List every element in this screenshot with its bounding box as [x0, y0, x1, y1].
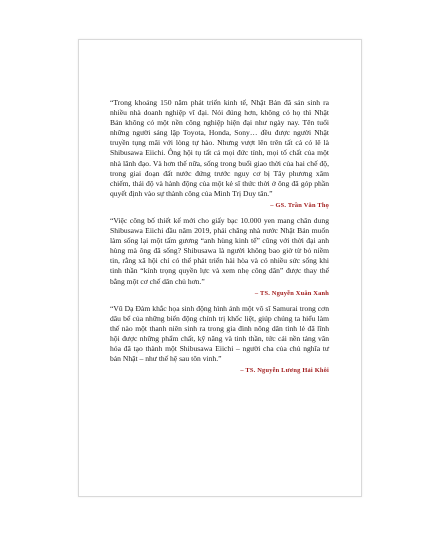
quote-text: “Trong khoảng 150 năm phát triển kinh tế, Nhật Bản đã sản sinh ra nhiều nhà doanh nghiệp vĩ đại. Nói đúng hơn, không có họ thì Nhật Bản không có một nền công nghiệp hiện đại như ngày nay. Tên tuổi những người sáng lập Toyota, Honda, Sony… đều được người Nhật truyền tụng mãi với lòng tự hào. Nhưng vượt lên trên tất cả có lẽ là Shibusawa Eiichi. Ông hội tụ tất cả mọi đức tính, mọi tố chất của một nhà lãnh đạo. Và hơn thế nữa, sống trong buổi giao thời của hai chế độ, trong giai đoạn đất nước đứng trước nguy cơ bị Tây phương xâm chiếm, thái độ và hành động của một kẻ sĩ thức thời ở ông đã góp phần quyết định vào sự thành công của Minh Trị Duy tân.”: [110, 98, 329, 198]
quote-author: – TS. Nguyễn Xuân Xanh: [254, 289, 329, 297]
quote-text: “Vũ Dạ Đàm khắc họa sinh động hình ảnh một võ sĩ Samurai trong cơn dâu bể của những biến động chính trị khốc liệt, giúp chúng ta hiểu làm thế nào một thanh niên sinh ra trong gia đình nông dân tỉnh lẻ đã lĩnh hội được những phẩm chất, kỹ năng và tinh thần, tức cái nền tảng văn hóa đã tạo thành một Shibusawa Eiichi – người cha của chủ nghĩa tư bản Nhật – như thế hệ sau tôn vinh.”: [110, 303, 329, 364]
quote-block: [110, 216, 329, 297]
quotes-section: [110, 98, 329, 374]
quote-block: [110, 304, 329, 375]
quote-text: “Việc công bố thiết kế mới cho giấy bạc 10.000 yen mang chân dung Shibusawa Eiichi đầu năm 2019, phải chăng nhà nước Nhật Bản muốn làm sống lại một tấm gương “anh hùng kinh tế” cũng với thời đại anh hùng mà ông đã sống? Shibusawa là người không bao giờ từ bỏ niềm tin, rằng xã hội chỉ có thể phát triển hài hòa và có nhiều sức sống khi tinh thần “kính trọng quyền lực và xem nhẹ công dân” được thay thế bằng một cơ chế dân chủ hơn.”: [110, 215, 329, 286]
quote-block: [110, 98, 329, 209]
quote-author: – TS. Nguyễn Lương Hải Khôi: [240, 367, 329, 375]
quote-author: – GS. Trần Văn Thọ: [270, 201, 329, 209]
book-page: [78, 39, 362, 497]
